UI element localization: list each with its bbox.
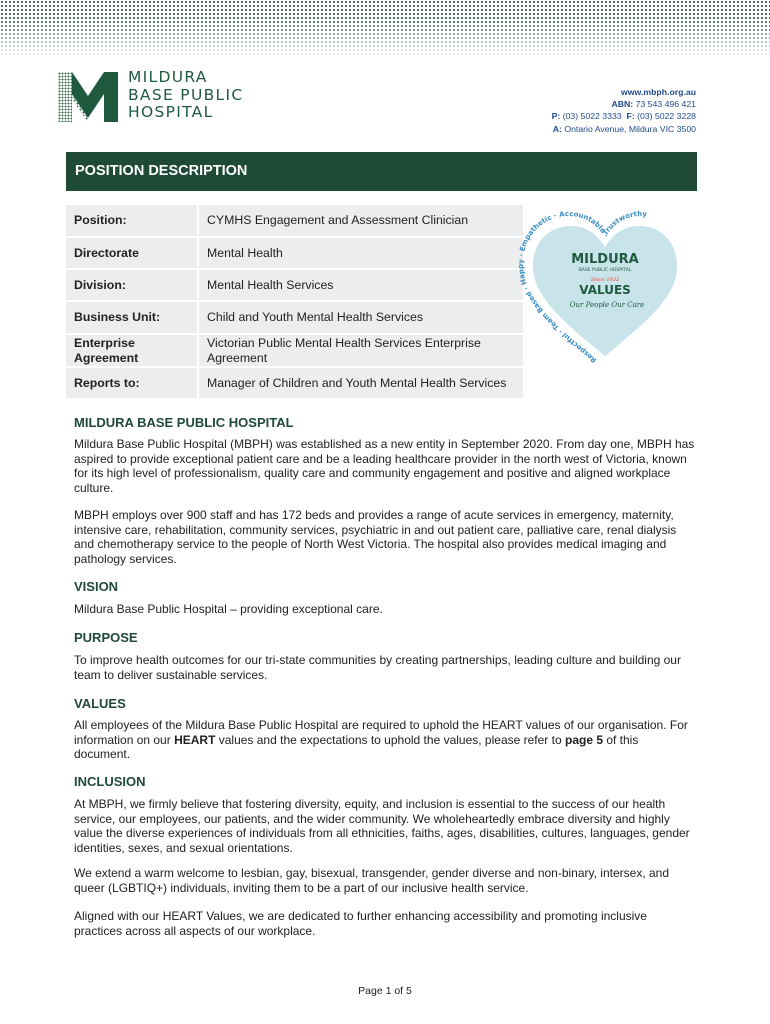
table-row: [66, 301, 523, 334]
row-value: Manager of Children and Youth Mental Health Services: [198, 367, 523, 399]
inclusion-paragraph-1: At MBPH, we firmly believe that fostering diversity, equity, and inclusion is essential to the success of our health service, our employees, our patients, and the wider community. We wholeheartedly embrace diversity and highly value the diverse experiences of individuals from all ethnicities, faiths, ages, disabilities, cultures, languages, gender identities, sexes, and sexual orientations.: [74, 797, 690, 855]
row-value: Mental Health: [198, 237, 523, 269]
values-text-heart: HEART: [174, 732, 216, 747]
row-label: Business Unit:: [66, 301, 198, 334]
values-heart-badge: [515, 206, 695, 374]
values-paragraph: [74, 718, 696, 762]
table-row: [66, 367, 523, 399]
website[interactable]: www.mbph.org.au: [621, 87, 696, 97]
logo-line-1: MILDURA: [128, 68, 208, 86]
heart-ring-words: Respectful · Team Based · Happy · Empathetic · Accountable · Trustworthy: [516, 209, 648, 365]
badge-since: Since 1932: [590, 277, 620, 283]
fax-value: (03) 5022 3228: [637, 111, 696, 122]
section-heading-purpose: PURPOSE: [74, 630, 138, 645]
row-label: Directorate: [66, 237, 198, 269]
hospital-paragraph-2: MBPH employs over 900 staff and has 172 beds and provides a range of acute services in emergency, maternity, intensive care, rehabilitation, community services, psychiatric in and out patient care, palliative care, renal dialysis and chemotherapy service to the people of North West Victoria. The hospital also provides medical imaging and pathology services.: [74, 508, 677, 566]
address-value: Ontario Avenue, Mildura VIC 3500: [564, 123, 696, 134]
row-label: Reports to:: [66, 367, 198, 399]
logo-line-2: BASE PUBLIC: [128, 85, 244, 104]
abn-label: ABN:: [611, 99, 634, 110]
address-label: A:: [552, 123, 562, 134]
values-page-ref: page 5: [564, 732, 603, 747]
badge-subname: BASE PUBLIC HOSPITAL: [578, 268, 632, 273]
hospital-paragraph-1: Mildura Base Public Hospital (MBPH) was established as a new entity in September 2020. From day one, MBPH has aspired to provide exceptional patient care and be a leading healthcare provider in the north west of Victoria, known for its high level of professionalism, quality care and community engagement and positive and aligned workplace culture.: [74, 437, 695, 495]
values-text-c: of this document.: [74, 732, 639, 761]
dot-band-fade: [0, 18, 770, 58]
abn-value: 73 543 496 421: [635, 99, 696, 110]
row-value: Victorian Public Mental Health Services Enterprise Agreement: [198, 334, 523, 367]
table-row: [66, 205, 523, 237]
title-bar: [66, 152, 697, 191]
table-row: [66, 269, 523, 301]
fax-label: F:: [626, 111, 635, 122]
values-text-b: values and the expectations to uphold the values, please refer to: [215, 732, 565, 747]
vision-paragraph: Mildura Base Public Hospital – providing exceptional care.: [74, 602, 383, 616]
inclusion-paragraph-2: We extend a warm welcome to lesbian, gay, bisexual, transgender, gender diverse and non-binary, intersex, and queer (LGBTIQ+) individuals, inviting them to be a part of our inclusive health service.: [74, 866, 670, 895]
section-heading-inclusion: INCLUSION: [74, 774, 146, 789]
row-value: Child and Youth Mental Health Services: [198, 301, 523, 334]
badge-values: VALUES: [579, 283, 631, 297]
logo-line-3: HOSPITAL: [128, 103, 214, 121]
position-details-table: [66, 205, 523, 400]
page-number: Page 1 of 5: [358, 985, 412, 997]
phone-label: P:: [551, 111, 561, 122]
logo-wordmark: [128, 69, 243, 122]
row-label: Enterprise Agreement: [66, 334, 198, 367]
table-row: [66, 237, 523, 269]
row-value: CYMHS Engagement and Assessment Clinician: [198, 205, 523, 237]
badge-slogan: Our People Our Care: [569, 301, 645, 309]
phone-value: (03) 5022 3333: [562, 111, 622, 122]
values-text-a: All employees of the Mildura Base Public Hospital are required to uphold the HEART values of our organisation. For information on our: [74, 718, 688, 747]
section-heading-vision: VISION: [74, 579, 119, 594]
row-value: Mental Health Services: [198, 269, 523, 301]
page-title: POSITION DESCRIPTION: [75, 163, 248, 179]
badge-name: MILDURA: [571, 252, 639, 267]
table-row: [66, 334, 523, 367]
section-heading-hospital: MILDURA BASE PUBLIC HOSPITAL: [74, 415, 294, 430]
row-label: Division:: [66, 269, 198, 301]
purpose-paragraph: To improve health outcomes for our tri-state communities by creating partnerships, leading culture and building our team to deliver sustainable services.: [74, 653, 681, 682]
contact-block: [552, 86, 696, 135]
inclusion-paragraph-3: Aligned with our HEART Values, we are dedicated to further enhancing accessibility and promoting inclusive practices across all aspects of our workplace.: [74, 909, 647, 938]
section-heading-values: VALUES: [74, 696, 126, 711]
row-label: Position:: [66, 205, 198, 237]
